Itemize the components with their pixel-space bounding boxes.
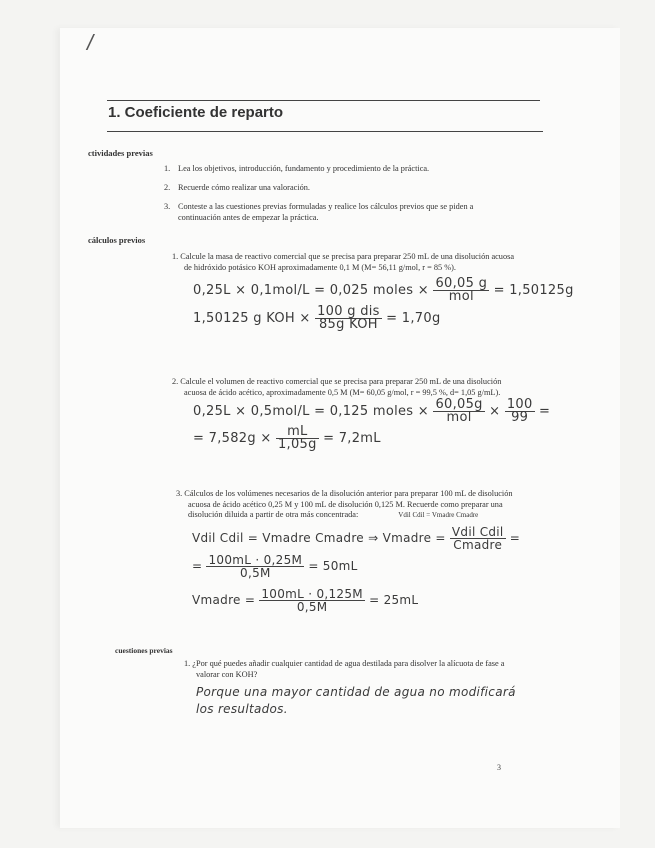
handwritten-calc-2b: = 7,582g × $\frac{mL}{1,05g}$ = 7,2mL — [193, 424, 381, 452]
page-title: 1. Coeficiente de reparto — [108, 104, 284, 121]
question-1: 1. Calcule la masa de reactivo comercial que se precisa para preparar 250 mL de una disolución acuosa de hidróxido potásico KOH aproximadamente 0,1 M (M= 56,11 g/mol, r = 85 %). — [172, 252, 515, 272]
handwritten-calc-3c: Vmadre = $\frac{100mL \cdot 0,125M}{0,5M}$ = 25mL — [192, 587, 419, 614]
pen-mark: / — [87, 30, 94, 55]
section-heading-calculos: cálculos previos — [88, 235, 146, 245]
section-heading-actividades: ctividades previas — [88, 148, 153, 158]
handwritten-calc-1b: 1,50125 g KOH × $\frac{\text{100 g dis}}{\text{85g KOH}}$ = 1,70g — [193, 304, 441, 332]
section-heading-cuestiones: cuestiones previas — [115, 646, 173, 655]
handwritten-calc-3b: = $\frac{100mL \cdot 0,25M}{0,5M}$ = 50mL — [192, 553, 358, 580]
cuestion-1: 1. ¿Por qué puedes añadir cualquier cantidad de agua destilada para disolver la alícuota de fase a valorar con KOH? — [184, 659, 505, 679]
handwritten-calc-3a: Vdil Cdil = Vmadre Cmadre ⇒ Vmadre = $\frac{\text{Vdil Cdil}}{\text{Cmadre}}$ = — [192, 525, 521, 552]
handwritten-answer: Porque una mayor cantidad de agua no modificará los resultados. — [196, 685, 516, 716]
list-item: 3. Conteste a las cuestiones previas formuladas y realice los cálculos previos que se piden a continuación antes de empezar la práctica. — [164, 202, 474, 222]
handwritten-calc-2a: 0,25L × 0,5mol/L = 0,125 moles × $\frac{60,05g}{\text{mol}}$ × $\frac{100}{99}$ = — [193, 397, 551, 425]
list-item: 1. Lea los objetivos, introducción, fundamento y procedimiento de la práctica. — [164, 164, 430, 173]
handwritten-calc-1a: 0,25L × 0,1mol/L = 0,025 moles × $\frac{60,05 g}{\text{mol}}$ = 1,50125g — [193, 276, 574, 304]
page-number: 3 — [497, 763, 501, 772]
title-rule-bottom — [107, 131, 543, 132]
title-rule-top — [107, 100, 540, 101]
list-item: 2. Recuerde cómo realizar una valoración. — [164, 183, 310, 192]
question-3: 3. Cálculos de los volúmenes necesarios de la disolución anterior para preparar 100 mL de disolución acuosa de ácido acético 0,25 M y 100 mL de disolución 0,125 M. Recuerde como preparar una disolución diluida a partir de otra más concentrada: Vdil Cdil = Vmadre Cmadre — [176, 489, 513, 519]
question-2: 2. Calcule el volumen de reactivo comercial que se precisa para preparar 250 mL de una disolución acuosa de ácido acético, aproximadamente 0,5 M (M= 60,05 g/mol, r = 99,5 %, d= 1,05 g/mL). — [172, 377, 502, 397]
